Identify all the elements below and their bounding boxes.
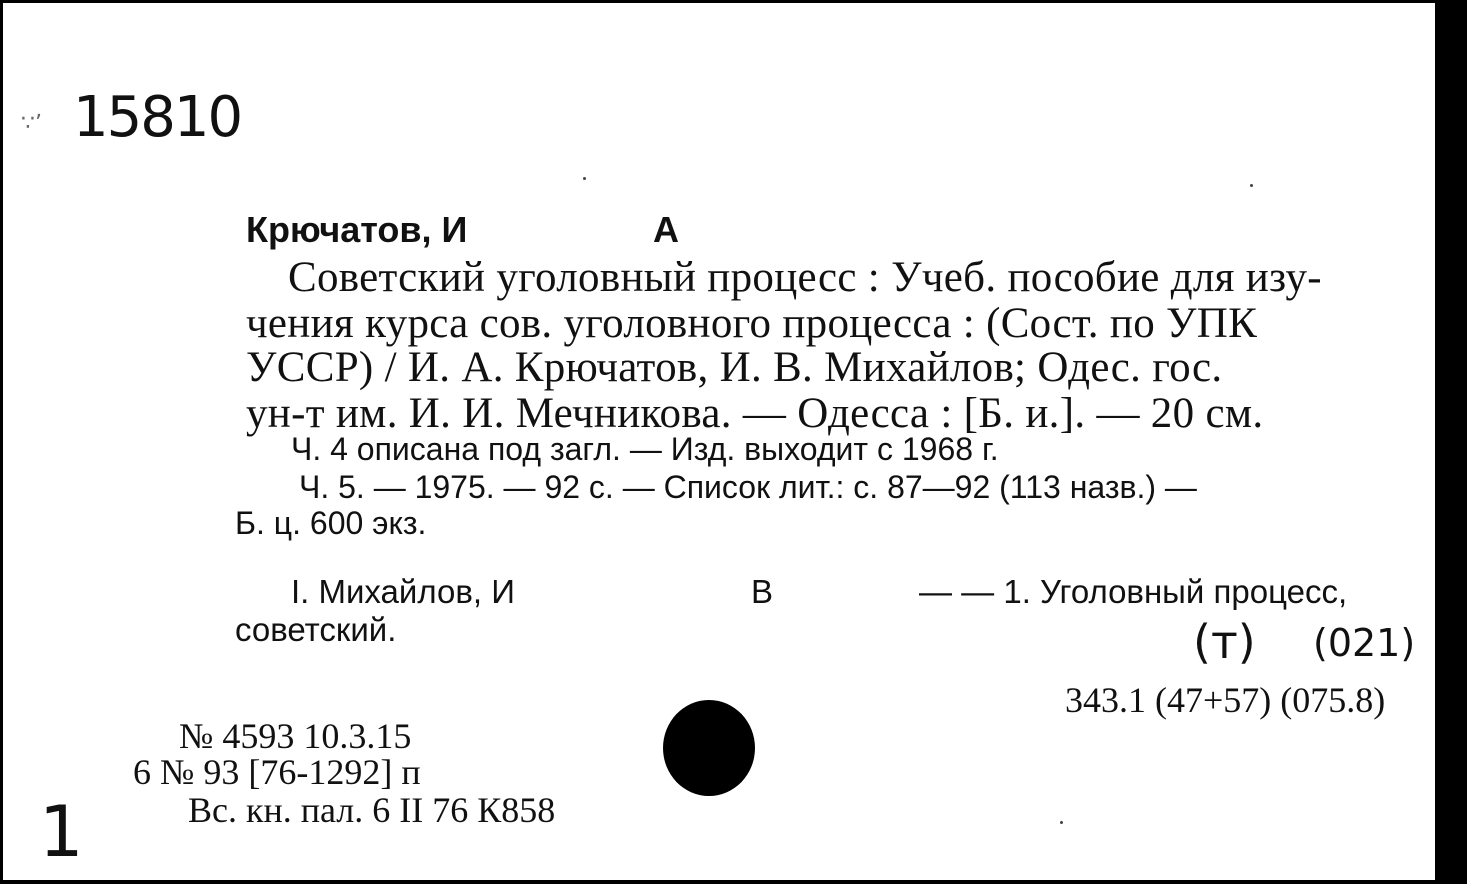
tracing-coauthor-initial: В: [751, 573, 774, 610]
order-number: № 4593 10.3.15: [179, 716, 412, 756]
tracing-coauthor: I. Михайлов, И: [291, 573, 515, 610]
handwritten-mark-t: (т): [1193, 615, 1256, 669]
tracing-subject: — — 1. Уголовный процесс,: [919, 573, 1348, 610]
margin-handwritten-number: 1: [39, 791, 84, 873]
speck: [1250, 184, 1253, 187]
author-initial: А: [653, 209, 679, 250]
print-number: 6 № 93 [76-1292] п: [133, 752, 421, 792]
note-part-5: Ч. 5. — 1975. — 92 с. — Список лит.: с. 87—92 (113 назв.) —: [299, 469, 1197, 505]
inventory-number: 15810: [73, 85, 242, 150]
punch-hole: [663, 700, 755, 796]
speck: [583, 177, 586, 180]
author-surname: Крючатов, И: [246, 209, 468, 250]
title-line-1: Советский уголовный процесс : Учеб. пособие для изу-: [288, 254, 1322, 301]
handwritten-mark-021: (021): [1313, 621, 1416, 665]
note-price-copies: Б. ц. 600 экз.: [235, 505, 427, 541]
tracing-subject-continued: советский.: [235, 611, 397, 648]
note-part-4: Ч. 4 описана под загл. — Изд. выходит с 1968 г.: [291, 431, 999, 467]
speck: [1060, 821, 1063, 824]
title-line-3: УССР) / И. А. Крючатов, И. В. Михайлов; Одес. гос.: [246, 344, 1223, 391]
faint-pencil-mark: ∵ʼ: [21, 111, 42, 136]
title-line-4: ун-т им. И. И. Мечникова. — Одесса : [Б. и.]. — 20 см.: [246, 390, 1264, 437]
classification-index: 343.1 (47+57) (075.8): [1065, 680, 1386, 720]
title-line-2: чения курса сов. уголовного процесса : (Сост. по УПК: [246, 300, 1258, 347]
chamber-code: Вс. кн. пал. 6 II 76 К858: [188, 790, 556, 830]
